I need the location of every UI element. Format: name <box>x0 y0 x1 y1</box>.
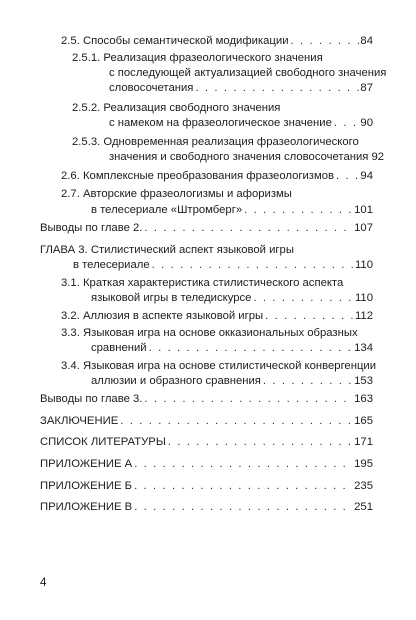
toc-entry-title: 2.5. Способы семантической модификации <box>61 35 289 47</box>
toc-entry-title: значения и свободного значения словосочетания <box>109 151 369 163</box>
toc-entry-2-5-1-line1: 2.5.1. Реализация фразеологического значения <box>72 52 323 64</box>
toc-entry-3-4 <box>91 374 373 389</box>
toc-entry-page: 92 <box>371 151 385 163</box>
toc-entry-title: ЗАКЛЮЧЕНИЕ <box>40 415 119 427</box>
toc-entry-page: 110 <box>354 292 373 304</box>
toc-entry-2-5 <box>61 34 373 49</box>
page-number: 4 <box>40 577 47 589</box>
toc-entry-title: Выводы по главе 2. <box>40 222 143 234</box>
toc-entry-title: словосочетания <box>109 82 194 94</box>
toc-entry-page: 94 <box>360 170 373 182</box>
toc-entry-2-5-3-line1: 2.5.3. Одновременная реализация фразеологического <box>72 136 359 148</box>
toc-entry-page: 153 <box>354 375 373 387</box>
toc-entry-2-7-line1: 2.7. Авторские фразеологизмы и афоризмы <box>61 188 292 200</box>
toc-entry-3-3 <box>91 341 373 356</box>
toc-entry-page: 251 <box>354 501 373 513</box>
toc-entry-page: 235 <box>354 480 373 492</box>
toc-entry-references <box>40 435 373 450</box>
toc-entry-page: 107 <box>354 222 373 234</box>
toc-entry-title: ПРИЛОЖЕНИЕ В <box>40 501 133 513</box>
toc-entry-appendix-c <box>40 500 373 515</box>
toc-entry-title: ПРИЛОЖЕНИЕ Б <box>40 480 133 492</box>
toc-entry-3-1 <box>91 291 373 306</box>
toc-entry-3-4-line1: 3.4. Языковая игра на основе стилистической конвергенции <box>61 360 377 372</box>
toc-entry-title: сравнений <box>91 342 147 354</box>
toc-entry-2-6 <box>61 169 373 184</box>
toc-entry-title: языковой игры в теледискурсе <box>91 292 252 304</box>
toc-entry-title: в телесериале <box>73 259 150 271</box>
toc-entry-page: 110 <box>354 259 373 271</box>
toc-entry-appendix-a <box>40 457 373 472</box>
dot-leader <box>265 309 354 324</box>
dot-leader <box>253 291 354 306</box>
toc-entry-page: 163 <box>354 393 373 405</box>
toc-entry-2-5-3 <box>109 150 385 165</box>
toc-entry-page: 101 <box>354 204 373 216</box>
dot-leader <box>144 392 353 407</box>
toc-entry-page: 134 <box>354 342 373 354</box>
dot-leader <box>334 116 360 131</box>
dot-leader <box>244 203 353 218</box>
dot-leader <box>336 169 359 184</box>
dot-leader <box>134 479 353 494</box>
dot-leader <box>120 414 353 429</box>
toc-entry-title: Выводы по главе 3. <box>40 393 143 405</box>
toc-entry-conclusions-3 <box>40 392 373 407</box>
toc-entry-2-7 <box>91 203 373 218</box>
toc-entry-page: 165 <box>354 415 373 427</box>
toc-entry-2-5-2-line1: 2.5.2. Реализация свободного значения <box>72 102 281 114</box>
toc-entry-page: 84 <box>360 35 373 47</box>
toc-entry-chapter-3 <box>73 258 373 273</box>
toc-entry-conclusions-2 <box>40 221 373 236</box>
toc-entry-title: 2.6. Комплексные преобразования фразеологизмов <box>61 170 335 182</box>
toc-entry-3-2 <box>61 309 373 324</box>
toc-entry-title: в телесериале «Штромберг» <box>91 204 243 216</box>
dot-leader <box>134 500 353 515</box>
toc-entry-page: 171 <box>354 436 373 448</box>
dot-leader <box>152 258 354 273</box>
toc-entry-page: 90 <box>360 117 373 129</box>
dot-leader <box>134 457 353 472</box>
dot-leader <box>291 34 360 49</box>
dot-leader <box>144 221 353 236</box>
toc-chapter-3-line1: ГЛАВА 3. Стилистический аспект языковой игры <box>40 244 294 256</box>
toc-entry-title: 3.2. Аллюзия в аспекте языковой игры <box>61 310 264 322</box>
toc-entry-title: ПРИЛОЖЕНИЕ А <box>40 458 133 470</box>
toc-entry-conclusion <box>40 414 373 429</box>
toc-entry-appendix-b <box>40 479 373 494</box>
dot-leader <box>195 81 359 96</box>
dot-leader <box>263 374 353 389</box>
toc-entry-2-5-1-line2: с последующей актуализацией свободного значения <box>109 67 387 79</box>
toc-entry-2-5-1 <box>109 81 373 96</box>
toc-entry-title: СПИСОК ЛИТЕРАТУРЫ <box>40 436 166 448</box>
toc-entry-page: 87 <box>360 82 373 94</box>
dot-leader <box>168 435 353 450</box>
toc-entry-title: с намеком на фразеологическое значение <box>109 117 332 129</box>
toc-entry-2-5-2 <box>109 116 373 131</box>
toc-entry-page: 195 <box>354 458 373 470</box>
toc-entry-page: 112 <box>354 310 373 322</box>
toc-entry-title: аллюзии и образного сравнения <box>91 375 261 387</box>
dot-leader <box>149 341 354 356</box>
toc-entry-3-1-line1: 3.1. Краткая характеристика стилистического аспекта <box>61 277 344 289</box>
toc-entry-3-3-line1: 3.3. Языковая игра на основе окказиональных образных <box>61 327 358 339</box>
